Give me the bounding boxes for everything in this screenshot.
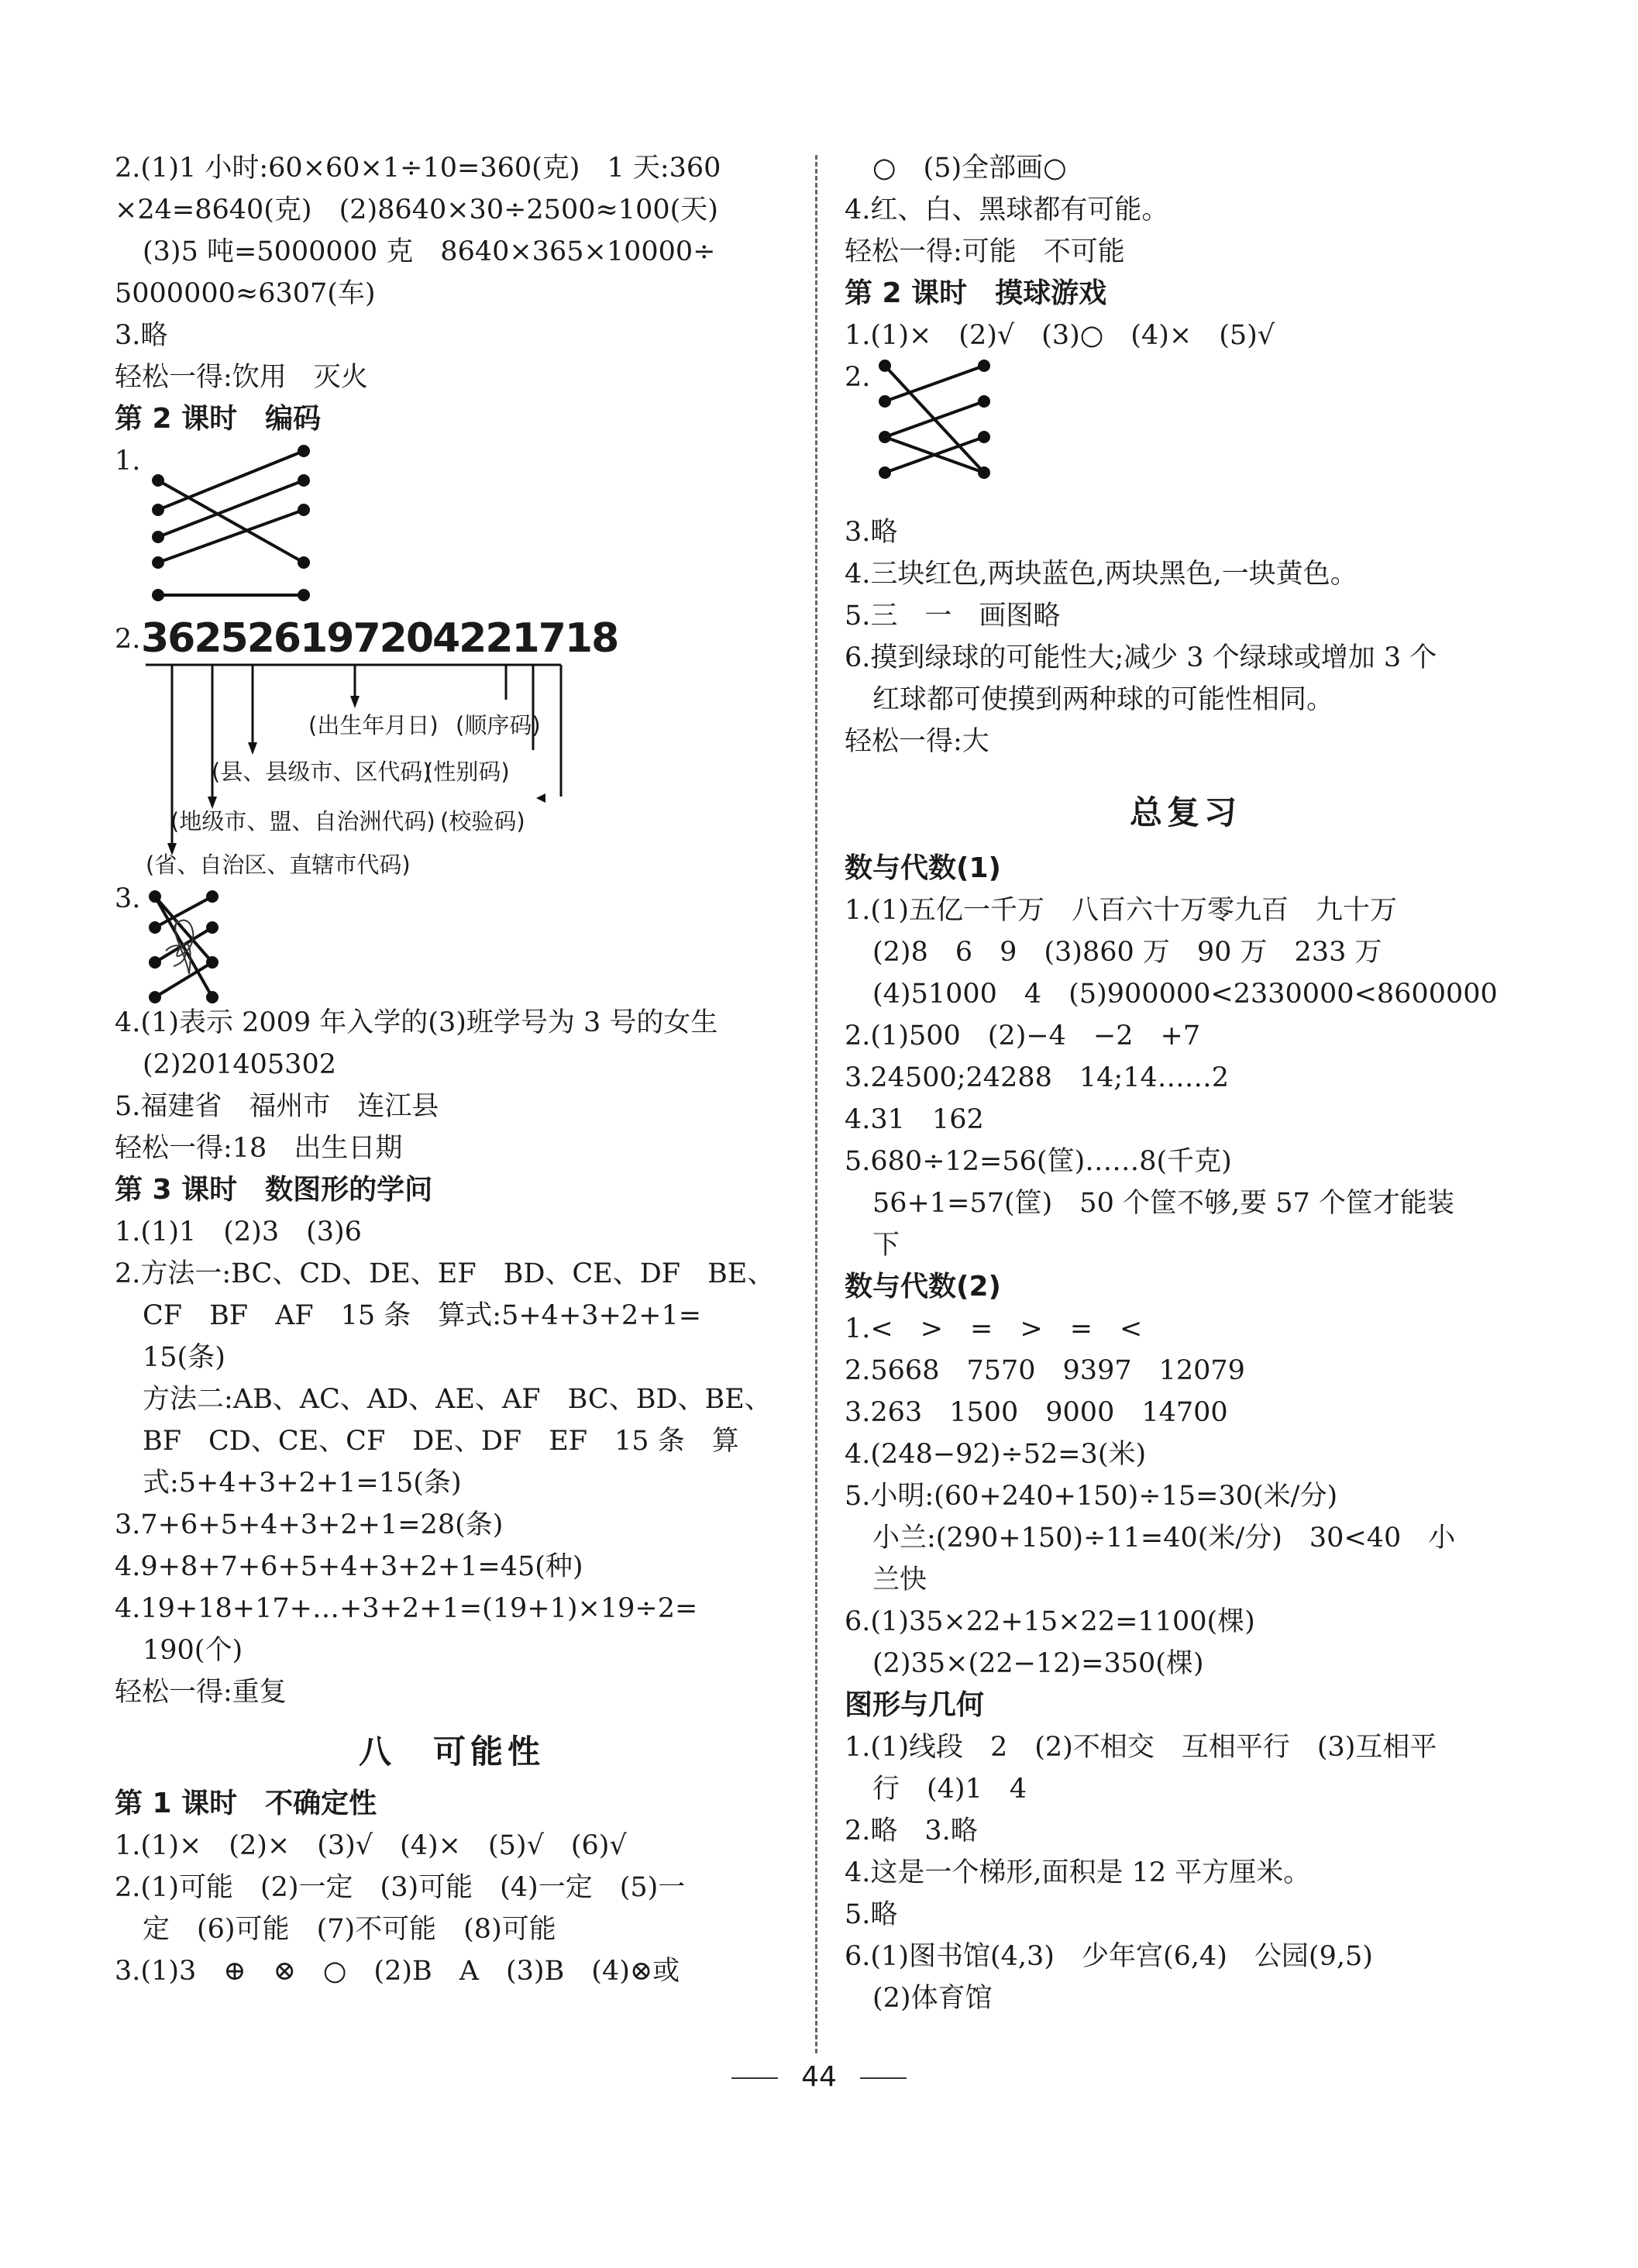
figure-number: 2. [115,624,141,655]
answer-line: ×24=8640(克) (2)8640×30÷2500≈100(天) [115,194,718,225]
answer-line: 3.略 [115,320,168,351]
answer-line: 4.31 162 [845,1104,984,1135]
id-number: 362526197204221718 [141,615,618,662]
answer-line: 小兰:(290+150)÷11=40(米/分) 30<40 小 [872,1523,1456,1554]
matching-figure-1 [115,440,789,603]
answer-line: 4.19+18+17+…+3+2+1=(19+1)×19÷2= [115,1593,698,1624]
answer-line: 3.263 1500 9000 14700 [845,1397,1228,1428]
answer-line: 1.(1)× (2)× (3)√ (4)× (5)√ (6)√ [115,1830,627,1861]
answer-line: 2.(1)可能 (2)一定 (3)可能 (4)一定 (5)一 [115,1872,686,1903]
answer-line: 2.(1)500 (2)−4 −2 +7 [845,1020,1201,1051]
answer-line: 下 [872,1230,900,1261]
answer-line: 1.(1)1 (2)3 (3)6 [115,1217,362,1248]
column-divider [815,155,817,2053]
footer-dash-left [731,2077,778,2079]
id-bracket-lines [115,611,580,878]
crossing-lines-diagram [143,881,298,1005]
answer-line: 定 (6)可能 (7)不可能 (8)可能 [143,1914,556,1945]
answer-line: (2)35×(22−12)=350(棵) [872,1648,1204,1679]
answer-line: 6.(1)图书馆(4,3) 少年宫(6,4) 公园(9,5) [845,1941,1373,1972]
answer-line: 红球都可使摸到两种球的可能性相同。 [872,684,1334,715]
answer-line: 4.这是一个梯形,面积是 12 平方厘米。 [845,1857,1311,1888]
topic-heading: 图形与几何 [845,1689,985,1721]
answer-line: 1.< > = > = < [845,1313,1143,1344]
sequence-code-label: (顺序码) [456,712,541,738]
prefecture-code-label: (地级市、盟、自治洲代码) [170,808,435,835]
answer-line: (2)8 6 9 (3)860 万 90 万 233 万 [872,937,1382,968]
answer-line: (2)201405302 [143,1049,336,1080]
answer-line: 6.摸到绿球的可能性大;减少 3 个绿球或增加 3 个 [845,642,1437,673]
lesson-heading: 第 2 课时 摸球游戏 [845,277,1107,309]
answer-line: 5.略 [845,1899,898,1930]
right-column [845,147,1526,2019]
answer-line: 5.小明:(60+240+150)÷15=30(米/分) [845,1481,1338,1512]
crossing-lines-diagram [872,356,1043,511]
left-column [115,147,789,1992]
answer-line: ○ (5)全部画○ [872,153,1067,184]
answer-line: 4.(248−92)÷52=3(米) [845,1439,1147,1470]
tip-line: 轻松一得:重复 [115,1677,287,1708]
answer-line: 4.9+8+7+6+5+4+3+2+1=45(种) [115,1551,583,1582]
answer-line: 5.三 一 画图略 [845,601,1061,632]
answer-line: 3.略 [845,517,898,548]
answer-line: 5.福建省 福州市 连江县 [115,1091,439,1122]
answer-line: 5.680÷12=56(筐)……8(千克) [845,1146,1232,1177]
answer-line: 4.(1)表示 2009 年入学的(3)班学号为 3 号的女生 [115,1007,718,1038]
answer-line: CF BF AF 15 条 算式:5+4+3+2+1= [143,1300,702,1331]
answer-line: 1.(1)五亿一千万 八百六十万零九百 九十万 [845,895,1397,926]
answer-line: 6.(1)35×22+15×22=1100(棵) [845,1606,1255,1637]
answer-line: 2.(1)1 小时:60×60×1÷10=360(克) 1 天:360 [115,153,721,184]
tip-line: 轻松一得:可能 不可能 [845,236,1125,267]
answer-line: 15(条) [143,1342,225,1373]
section-title: 八 可能性 [358,1733,545,1771]
answer-line: 1.(1)× (2)√ (3)○ (4)× (5)√ [845,320,1275,351]
answer-line: BF CD、CE、CF DE、DF EF 15 条 算 [143,1426,739,1457]
page-footer [0,2061,1638,2093]
answer-line: 2.方法一:BC、CD、DE、EF BD、CE、DF BE、 [115,1258,775,1289]
check-code-label: (校验码) [440,808,525,835]
answer-line: 方法二:AB、AC、AD、AE、AF BC、BD、BE、 [143,1384,772,1415]
answer-line: 兰快 [872,1564,927,1595]
answer-line: (2)体育馆 [872,1983,993,2014]
answer-line: (4)51000 4 (5)900000<2330000<8600000 [872,979,1498,1010]
answer-line: 190(个) [143,1635,243,1666]
figure-number: 2. [845,362,871,393]
answer-line: 1.(1)线段 2 (2)不相交 互相平行 (3)互相平 [845,1732,1437,1763]
matching-lines-diagram [146,440,378,603]
lesson-heading: 第 2 课时 编码 [115,403,322,435]
answer-line: 式:5+4+3+2+1=15(条) [143,1468,462,1499]
section-title: 总复习 [1129,793,1241,831]
answer-line: 3.7+6+5+4+3+2+1=28(条) [115,1509,504,1540]
lesson-heading: 第 1 课时 不确定性 [115,1788,377,1819]
tip-line: 轻松一得:饮用 灭火 [115,362,368,393]
matching-figure-3 [115,878,789,1002]
province-code-label: (省、自治区、直辖市代码) [146,852,411,878]
id-number-figure [115,611,789,878]
answer-line: 4.三块红色,两块蓝色,两块黑色,一块黄色。 [845,559,1358,590]
gender-code-label: (性别码) [425,759,510,785]
answer-line: 2.略 3.略 [845,1815,978,1846]
answer-line: 3.(1)3 ⊕ ⊗ ○ (2)B A (3)B (4)⊗或 [115,1956,680,1987]
birth-date-label: (出生年月日) [308,712,439,738]
lesson-heading: 第 3 课时 数图形的学问 [115,1174,433,1206]
answer-line: 56+1=57(筐) 50 个筐不够,要 57 个筐才能装 [872,1188,1454,1219]
answer-line: 4.红、白、黑球都有可能。 [845,194,1169,225]
figure-number: 1. [115,446,141,477]
page-number: 44 [801,2061,837,2093]
topic-heading: 数与代数(1) [845,852,1001,884]
answer-line: 行 (4)1 4 [872,1774,1027,1805]
figure-number: 3. [115,883,141,914]
answer-line: 3.24500;24288 14;14……2 [845,1062,1229,1093]
answer-line: 2.5668 7570 9397 12079 [845,1355,1245,1386]
tip-line: 轻松一得:18 出生日期 [115,1133,403,1164]
footer-dash-right [860,2077,907,2079]
topic-heading: 数与代数(2) [845,1271,1001,1303]
tip-line: 轻松一得:大 [845,726,989,757]
county-code-label: (县、县级市、区代码) [212,759,432,785]
matching-figure-right [845,356,1526,511]
answer-line: 5000000≈6307(车) [115,278,376,309]
answer-line: (3)5 吨=5000000 克 8640×365×10000÷ [143,236,716,267]
